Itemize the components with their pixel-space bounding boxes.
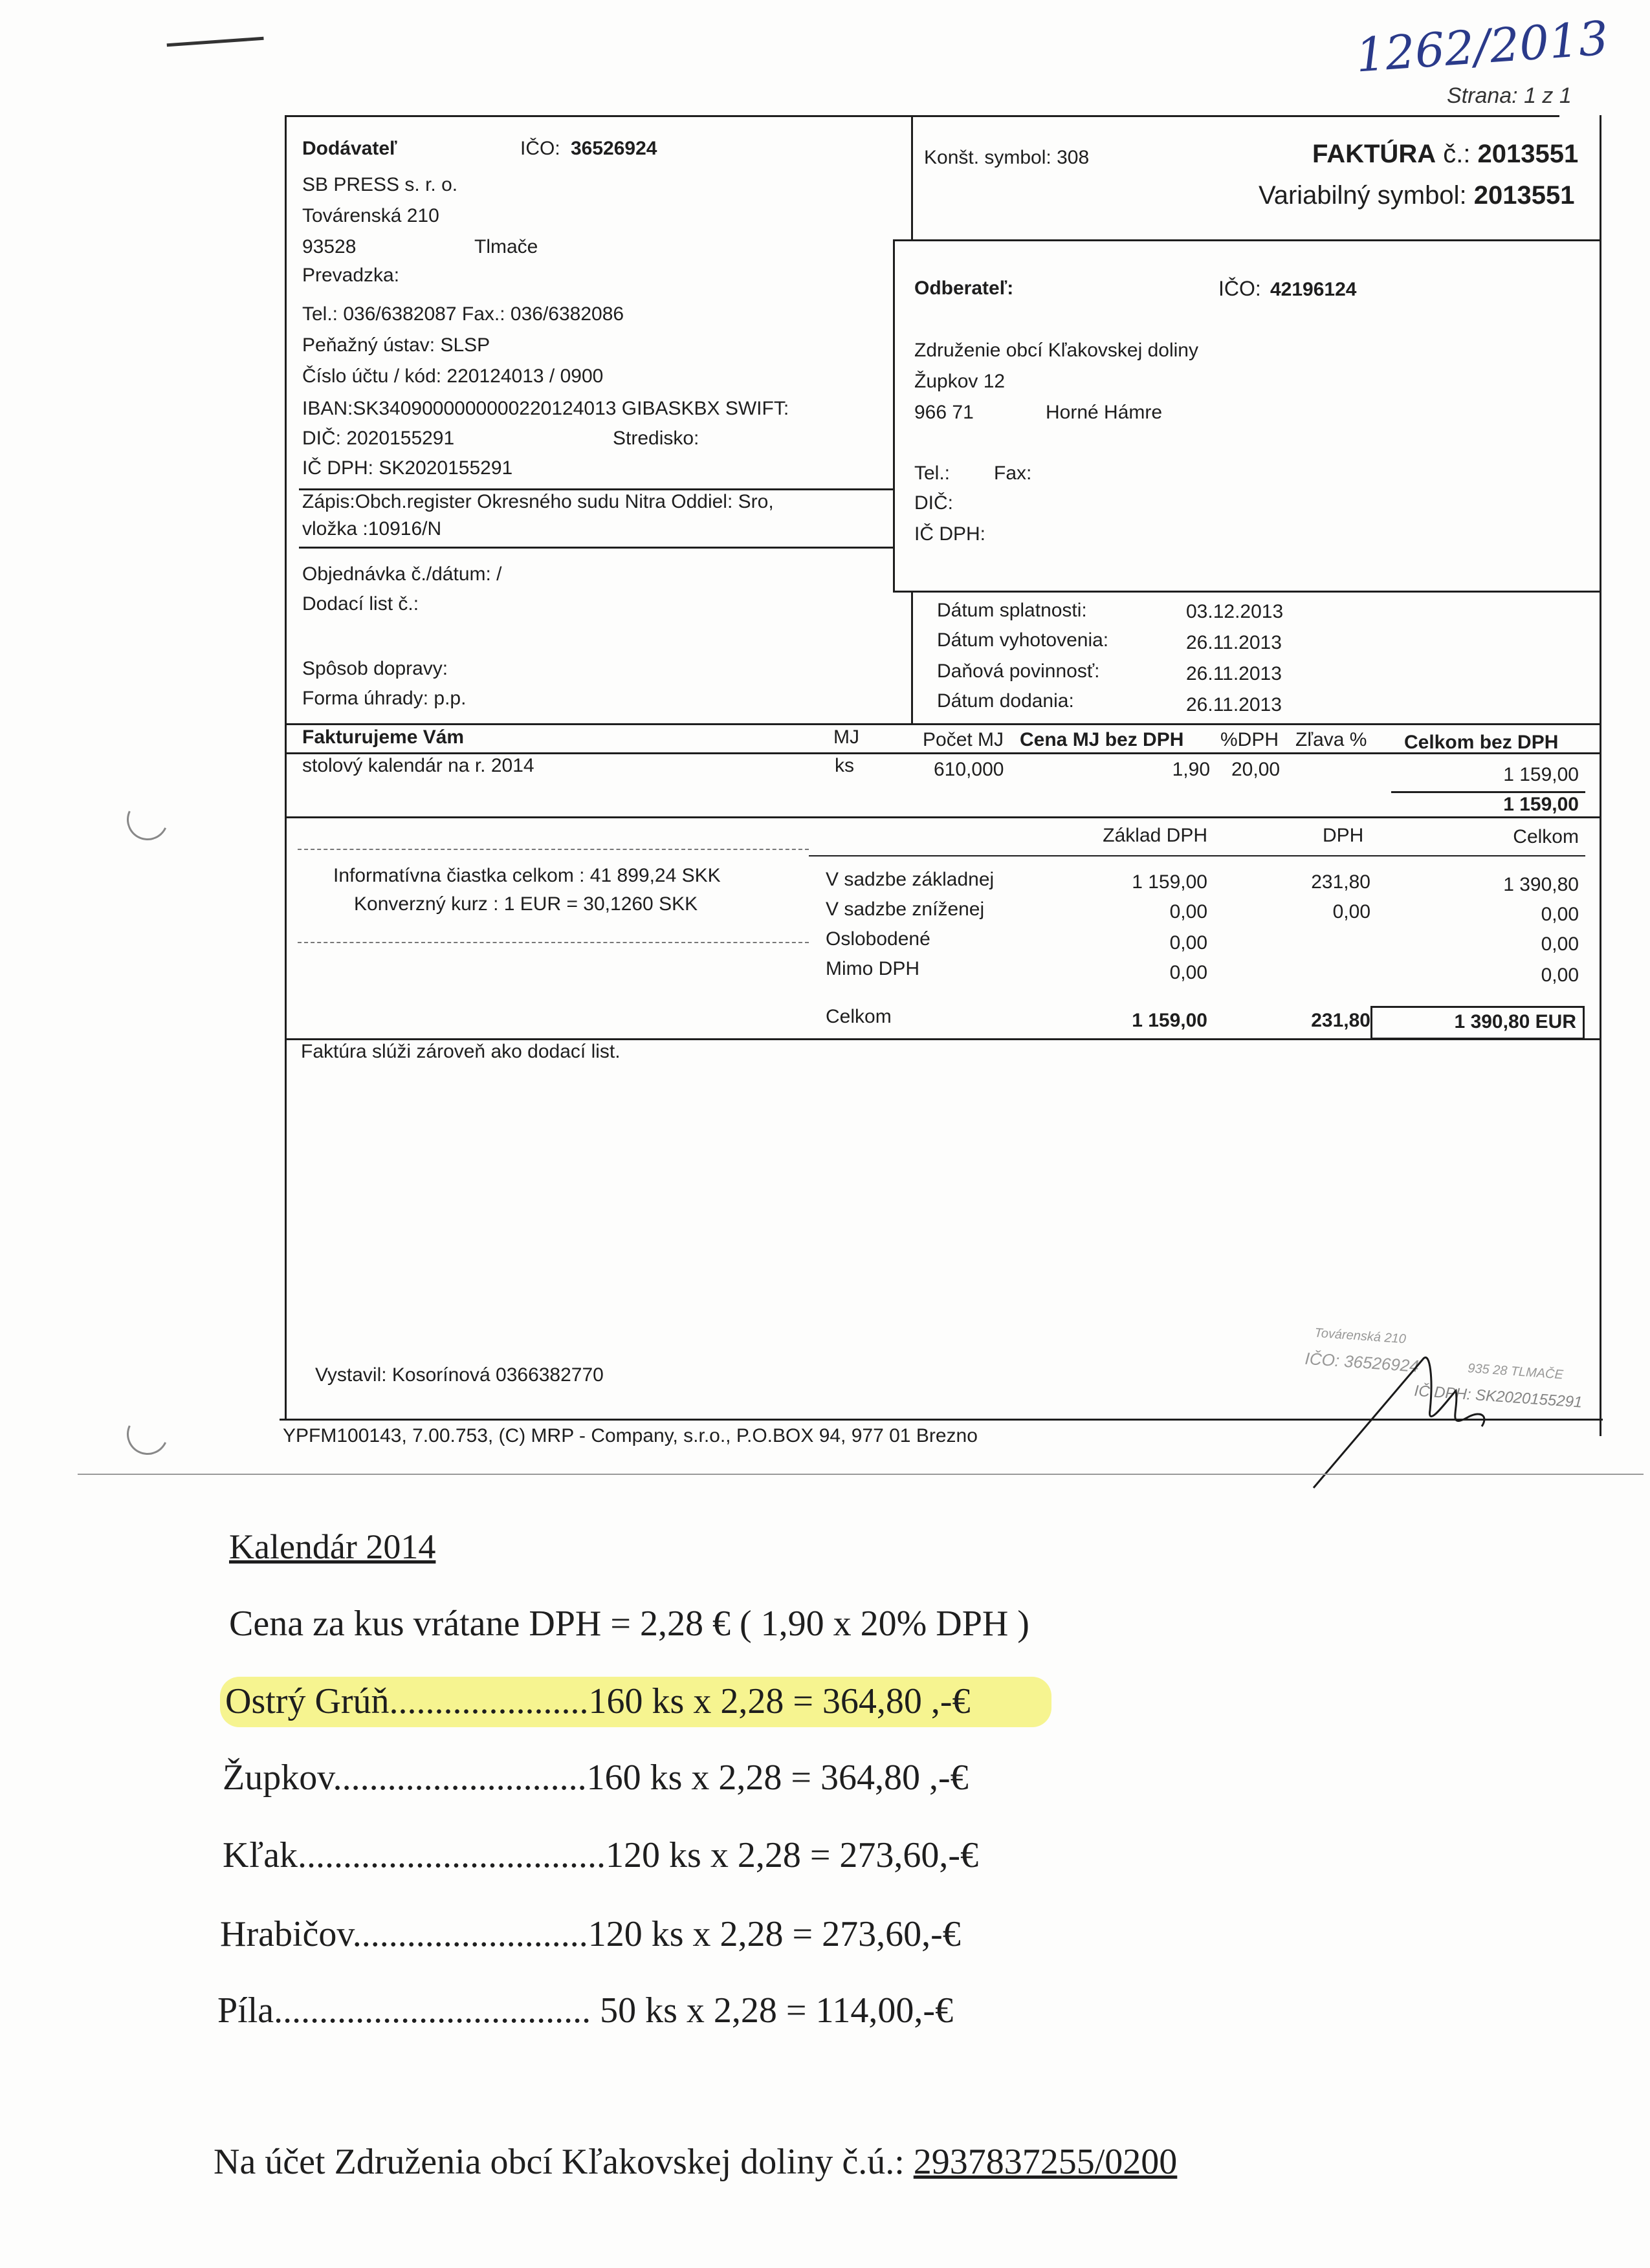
date-label: Dátum dodania: [937, 690, 1074, 712]
vat-header-base: Základ DPH [1103, 825, 1207, 846]
item-dph: 20,00 [1231, 759, 1281, 780]
vat-row-label: Oslobodené [826, 928, 930, 950]
calc-row-name: Župkov [223, 1758, 333, 1798]
order-uhrada: Forma úhrady: p.p. [302, 688, 467, 709]
calc-row-value: 120 ks x 2,28 = 273,60,-€ [606, 1835, 979, 1875]
vat-row-base: 1 159,00 [1132, 871, 1207, 893]
calc-row-value: 160 ks x 2,28 = 364,80 ,-€ [586, 1758, 969, 1798]
customer-tel: Tel.: [914, 463, 951, 484]
calc-row-dots: .................................. [298, 1835, 606, 1875]
items-bottom [285, 816, 1601, 818]
supplier-stredisko: Stredisko: [613, 428, 699, 449]
invoice-title [1312, 140, 1578, 169]
date-label: Daňová povinnosť: [937, 660, 1100, 682]
variable-symbol [1259, 181, 1574, 210]
frame-right-top [1600, 115, 1601, 241]
date-value: 26.11.2013 [1186, 663, 1282, 684]
supplier-street: Továrenská 210 [302, 205, 439, 226]
calc-account [214, 2141, 1177, 2183]
customer-icdph: IČ DPH: [914, 523, 986, 545]
vat-row-total: 0,00 [1541, 904, 1579, 925]
supplier-dic: DIČ: 2020155291 [302, 428, 455, 449]
vat-total-label: Celkom [826, 1006, 892, 1027]
vat-total-base: 1 159,00 [1132, 1010, 1207, 1031]
info-line-2: Konverzný kurz : 1 EUR = 30,1260 SKK [354, 893, 698, 915]
item-total: 1 159,00 [1503, 764, 1579, 785]
customer-ico-label: IČO: [1218, 277, 1261, 300]
stamp-line: 935 28 TLMAČE [1467, 1361, 1564, 1382]
vat-row-dph: 231,80 [1311, 871, 1370, 893]
supplier-city: Tlmače [474, 236, 538, 257]
register-bottom-line [299, 547, 893, 549]
punch-hole-bottom [121, 1408, 174, 1461]
vat-row-base: 0,00 [1169, 901, 1207, 922]
handwritten-reference: 1262/2013 [1354, 10, 1611, 83]
variable-symbol-value: 2013551 [1473, 181, 1575, 210]
vat-total-sum: 1 390,80 EUR [1454, 1011, 1576, 1032]
order-objednavka: Objednávka č./dátum: / [302, 563, 502, 585]
invoice-note: Faktúra slúži zároveň ako dodací list. [301, 1041, 621, 1062]
items-header-desc: Fakturujeme Vám [302, 726, 465, 748]
vat-row-base: 0,00 [1169, 932, 1207, 954]
supplier-tel-fax: Tel.: 036/6382087 Fax.: 036/6382086 [302, 303, 624, 325]
calc-row-value: 160 ks x 2,28 = 364,80 ,-€ [588, 1681, 971, 1721]
calc-row-name: Kľak [223, 1835, 298, 1875]
vat-header-dph: DPH [1323, 825, 1364, 846]
calc-account-prefix: Na účet Združenia obcí Kľakovskej doliny č.ú.: [214, 2142, 914, 2182]
supplier-ico: 36526924 [571, 138, 657, 159]
scan-mark-line [167, 37, 265, 53]
calc-account-number: 2937837255/0200 [913, 2142, 1178, 2182]
customer-label: Odberateľ: [914, 278, 1014, 299]
supplier-prevadzka: Prevadzka: [302, 265, 400, 286]
items-header-top [285, 723, 1601, 725]
calc-row [223, 1835, 978, 1876]
software-footer: YPFM100143, 7.00.753, (C) MRP - Company, s.r.o., P.O.BOX 94, 977 01 Brezno [283, 1425, 978, 1446]
supplier-ico-label: IČO: [520, 138, 560, 159]
supplier-divider [911, 115, 913, 241]
info-line-1: Informatívna čiastka celkom : 41 899,24 SKK [333, 865, 721, 886]
calc-row [223, 1757, 969, 1798]
vat-row-total: 0,00 [1541, 965, 1579, 986]
items-header-zlava: Zľava % [1295, 729, 1367, 750]
calc-row-name: Píla [217, 1990, 274, 2031]
items-header-pocet: Počet MJ [923, 729, 1004, 750]
vat-total-dph: 231,80 [1311, 1010, 1370, 1031]
items-header-cena: Cena MJ bez DPH [1020, 729, 1184, 750]
calc-price-line: Cena za kus vrátane DPH = 2,28 € ( 1,90 x 20% DPH ) [229, 1604, 1029, 1644]
calc-row [225, 1681, 971, 1722]
calc-row-dots: ................................... [274, 1990, 591, 2031]
vat-row-label: V sadzbe zníženej [826, 899, 985, 920]
stamp-line: IČO: 36526924 [1304, 1348, 1420, 1376]
calc-row [217, 1990, 953, 2031]
supplier-icdph: IČ DPH: SK2020155291 [302, 457, 513, 479]
vat-row-dph: 0,00 [1332, 901, 1370, 922]
calc-row [220, 1914, 961, 1955]
item-desc: stolový kalendár na r. 2014 [302, 755, 534, 776]
vat-row-total: 1 390,80 [1503, 874, 1579, 895]
page-label: Strana: 1 z 1 [1447, 83, 1572, 108]
issued-by: Vystavil: Kosorínová 0366382770 [315, 1364, 604, 1386]
customer-bottom [893, 591, 1601, 593]
items-header-celkom: Celkom bez DPH [1404, 732, 1559, 753]
customer-dic: DIČ: [914, 492, 953, 514]
item-price: 1,90 [1172, 759, 1210, 780]
stamp-line: Továrenská 210 [1314, 1325, 1407, 1347]
supplier-register-1: Zápis:Obch.register Okresného sudu Nitra Oddiel: Sro, [302, 491, 774, 512]
vat-header-total: Celkom [1513, 826, 1579, 847]
punch-hole-top [121, 793, 174, 846]
item-mj: ks [835, 755, 854, 776]
calc-row-value: 50 ks x 2,28 = 114,00,-€ [591, 1990, 954, 2031]
variable-symbol-label: Variabilný symbol: [1259, 181, 1474, 210]
supplier-zip: 93528 [302, 236, 357, 257]
item-qty: 610,000 [934, 759, 1004, 780]
vat-row-base: 0,00 [1169, 962, 1207, 983]
customer-fax: Fax: [994, 463, 1032, 484]
date-label: Dátum vyhotovenia: [937, 629, 1109, 651]
date-value: 03.12.2013 [1186, 601, 1284, 622]
vat-row-total: 0,00 [1541, 933, 1579, 955]
calc-row-dots: .......................... [352, 1914, 588, 1954]
stamp-line: IČ DPH: SK2020155291 [1413, 1382, 1583, 1412]
order-dodaci: Dodací list č.: [302, 593, 419, 615]
vat-row-label: Mimo DPH [826, 958, 920, 979]
cut-line [78, 1474, 1644, 1475]
vat-header-bottom [809, 855, 1585, 856]
vat-row-label: V sadzbe základnej [826, 869, 995, 890]
customer-street: Župkov 12 [914, 371, 1006, 392]
customer-zip: 966 71 [914, 402, 974, 423]
signature [1294, 1281, 1566, 1494]
calc-row-dots: ...................... [389, 1681, 589, 1721]
frame-right [1600, 239, 1601, 1436]
items-header-dph: %DPH [1220, 729, 1279, 750]
supplier-iban: IBAN:SK3409000000000220124013 GIBASKBX SWIFT: [302, 398, 789, 419]
supplier-account: Číslo účtu / kód: 220124013 / 0900 [302, 365, 604, 387]
frame-top [285, 115, 1559, 117]
customer-city: Horné Hámre [1046, 402, 1163, 423]
customer-ico: 42196124 [1270, 279, 1357, 300]
calc-row-value: 120 ks x 2,28 = 273,60,-€ [588, 1914, 961, 1954]
date-value: 26.11.2013 [1186, 694, 1282, 715]
customer-name: Združenie obcí Kľakovskej doliny [914, 340, 1198, 361]
invoice-number: 2013551 [1477, 140, 1579, 168]
invoice-title-c: č.: [1436, 140, 1478, 168]
items-header-mj: MJ [833, 726, 859, 748]
items-sum: 1 159,00 [1503, 794, 1579, 815]
customer-left [893, 239, 895, 592]
calc-row-name: Ostrý Grúň [225, 1681, 390, 1721]
order-doprava: Spôsob dopravy: [302, 658, 448, 679]
invoice-title-prefix: FAKTÚRA [1312, 140, 1436, 168]
supplier-bank: Peňažný ústav: SLSP [302, 334, 490, 356]
frame-left [285, 115, 287, 1419]
date-label: Dátum splatnosti: [937, 600, 1087, 621]
calc-row-dots: ............................ [333, 1758, 587, 1798]
calc-row-name: Hrabičov [220, 1914, 353, 1954]
supplier-name: SB PRESS s. r. o. [302, 174, 458, 195]
date-value: 26.11.2013 [1186, 632, 1282, 653]
supplier-label: Dodávateľ [302, 138, 397, 159]
calc-title: Kalendár 2014 [229, 1527, 436, 1566]
supplier-register-2: vložka :10916/N [302, 518, 442, 540]
dates-left [911, 591, 913, 723]
konst-symbol: Konšt. symbol: 308 [924, 147, 1090, 168]
header-divider [893, 239, 1601, 241]
